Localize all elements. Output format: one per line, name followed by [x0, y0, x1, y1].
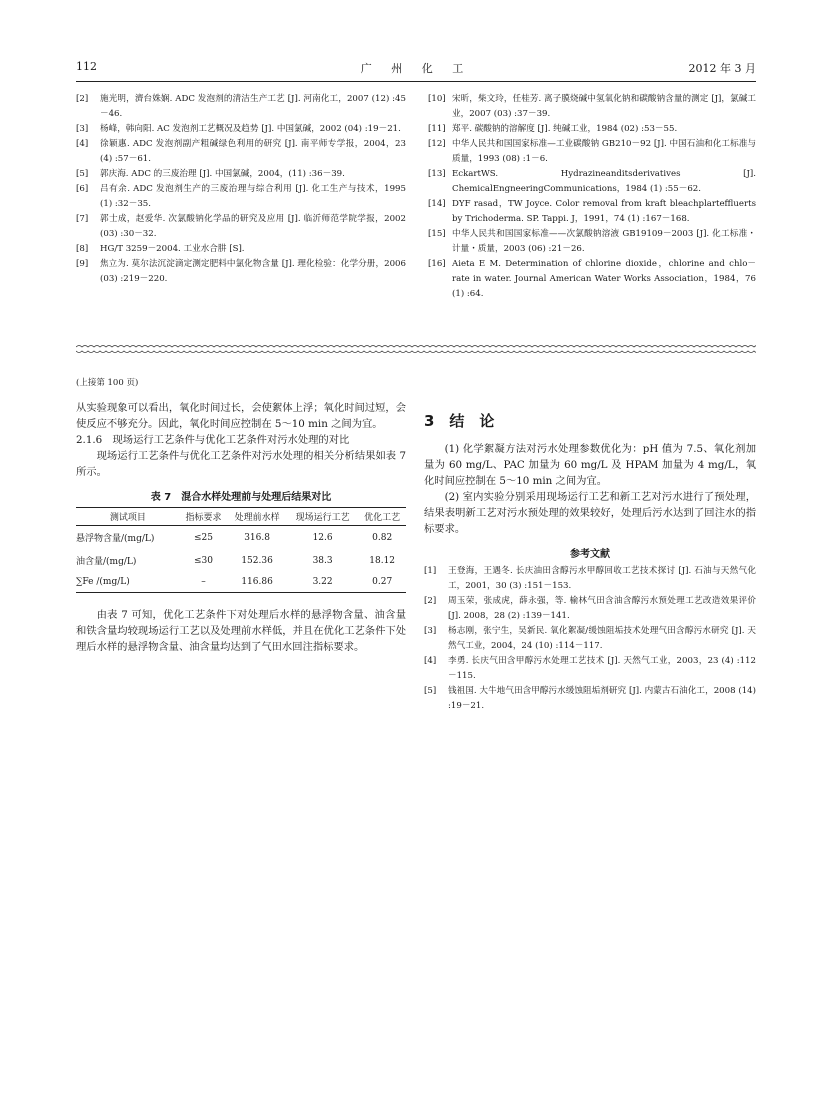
reference-number: [5]: [76, 169, 89, 179]
reference-item: [76, 257, 406, 287]
left-column: [76, 400, 406, 655]
table-title: 表 7 混合水样处理前与处理后结果对比: [150, 492, 332, 503]
reference-item: [76, 122, 406, 137]
wavy-divider: [76, 343, 756, 355]
reference-number: [11]: [428, 124, 446, 134]
table-cell: ≤30: [193, 555, 213, 566]
reference-item: [424, 624, 756, 654]
table-cell: 38.3: [312, 555, 333, 566]
table-cell: 0.27: [358, 572, 406, 593]
reference-number: [8]: [76, 244, 89, 254]
paragraph: 现场运行工艺条件与优化工艺条件对污水处理的相关分析结果如表 7 所示。: [76, 450, 406, 478]
paragraph: (2) 室内实验分别采用现场运行工艺和新工艺对污水进行了预处理，结果表明新工艺对污水预处理的效果较好，处理后污水达到了回注水的指标要求。: [424, 491, 756, 535]
table-cell: 316.8: [244, 532, 270, 543]
table-header-row: [76, 508, 406, 526]
paragraph: (1) 化学絮凝方法对污水处理参数优化为：pH 值为 7.5、氧化剂加量为 60 mg/L、PAC 加量为 60 mg/L 及 HPAM 加量为 4 mg/L，氧化时间应控制在 5～10 min 之间为宜。: [424, 443, 756, 487]
reference-text: 徐颖惠. ADC 发泡剂副产粗碱绿色利用的研究 [J]. 南平师专学报，2004，23 (4) :57－61.: [100, 139, 406, 164]
reference-item: [76, 242, 406, 257]
page-number: 112: [76, 60, 97, 73]
reference-text: Aieta E M. Determination of chlorine dioxide，chlorine and chlo－rate in water. Journal American Water Works Association，1984，76 (1) :64.: [452, 259, 756, 299]
reference-number: [4]: [424, 656, 437, 666]
reference-text: 郭庆海. ADC 的三废治理 [J]. 中国氯碱，2004，(11) :36－39.: [100, 169, 345, 179]
reference-number: [9]: [76, 259, 89, 269]
reference-number: [7]: [76, 214, 89, 224]
table-cell: –: [180, 572, 228, 593]
reference-item: [428, 167, 756, 197]
reference-text: EckartWS. Hydrazineanditsderivatives [J]. ChemicalEngneeringCommunications，1984 (1) :55－62.: [452, 169, 756, 194]
paragraph: 由表 7 可知，优化工艺条件下对处理后水样的悬浮物含量、油含量和铁含量均较现场运行工艺以及处理前水样低，并且在优化工艺条件下处理后水样的悬浮物含量、油含量均达到了气田水回注指标要求。: [76, 609, 406, 653]
reference-item: [76, 212, 406, 242]
reference-number: [2]: [76, 94, 89, 104]
paragraph: 从实验现象可以看出，氧化时间过长，会使絮体上浮；氧化时间过短，会使反应不够充分。因此，氧化时间应控制在 5～10 min 之间为宜。: [76, 402, 406, 430]
reference-item: [428, 227, 756, 257]
reference-item: [424, 564, 756, 594]
reference-number: [1]: [424, 566, 437, 576]
reference-text: 钱祖国. 大牛地气田含甲醇污水缓蚀阻垢剂研究 [J]. 内蒙古石油化工，2008 (14) :19－21.: [448, 686, 756, 711]
reference-item: [76, 182, 406, 212]
reference-item: [76, 92, 406, 122]
reference-item: [428, 137, 756, 167]
reference-text: DYF rasad，TW Joyce. Color removal from kraft bleachplarteffluerts by Trichoderma. SP. Tappi. J，1991，74 (1) :167－168.: [452, 199, 756, 224]
table-cell: ∑Fe /(mg/L): [76, 572, 180, 593]
running-header: [76, 60, 756, 80]
table-cell: 152.36: [241, 555, 273, 566]
reference-item: [424, 684, 756, 714]
table-row: [76, 549, 406, 572]
reference-text: 郑平. 碳酸钠的溶解度 [J]. 纯碱工业，1984 (02) :53－55.: [452, 124, 678, 134]
reference-number: [6]: [76, 184, 89, 194]
reference-number: [13]: [428, 169, 446, 179]
table-cell: 0.82: [372, 532, 393, 543]
table-cell: 18.12: [369, 555, 396, 566]
table-header-cell: 优化工艺: [358, 508, 406, 526]
reference-item: [428, 197, 756, 227]
table-header-cell: 处理前水样: [227, 508, 287, 526]
reference-number: [5]: [424, 686, 437, 696]
reference-number: [14]: [428, 199, 446, 209]
reference-item: [428, 122, 756, 137]
continued-note: (上接第 100 页): [76, 378, 139, 388]
table-header-cell: 测试项目: [76, 508, 180, 526]
reference-number: [12]: [428, 139, 446, 149]
results-table: [76, 507, 406, 593]
reference-text: HG/T 3259－2004. 工业水合肼 [S].: [100, 244, 245, 254]
table-cell: 12.6: [312, 532, 333, 543]
reference-text: 中华人民共和国国家标准——次氯酸钠溶液 GB19109－2003 [J]. 化工标准・计量・质量，2003 (06) :21－26.: [452, 229, 756, 254]
reference-item: [424, 594, 756, 624]
table-cell: ≤25: [193, 532, 213, 543]
reference-text: 中华人民共和国国家标准—工业碳酸钠 GB210－92 [J]. 中国石油和化工标准与质量，1993 (08) :1－6.: [452, 139, 756, 164]
reference-item: [424, 654, 756, 684]
table-cell: 116.86: [227, 572, 287, 593]
reference-number: [3]: [424, 626, 437, 636]
references-list: [424, 564, 756, 714]
reference-text: 杨峰，韩向阳. AC 发泡剂工艺概况及趋势 [J]. 中国氯碱，2002 (04) :19－21.: [100, 124, 401, 134]
table-header-cell: 现场运行工艺: [287, 508, 358, 526]
reference-text: 杨志刚，张宁生，吴新民. 氧化絮凝/缓蚀阻垢技术处理气田含醇污水研究 [J]. 天然气工业，2004，24 (10) :114－117.: [448, 626, 756, 651]
reference-text: 周玉荣，张成虎，薛永强，等. 榆林气田含油含醇污水预处理工艺改造效果评价 [J]. 2008，28 (2) :139－141.: [448, 596, 756, 621]
reference-item: [76, 167, 406, 182]
header-rule: [76, 81, 756, 82]
issue-date: 2012 年 3 月: [688, 62, 756, 75]
right-column: [424, 410, 756, 714]
reference-text: 焦立为. 莫尔法沉淀滴定测定肥料中氯化物含量 [J]. 理化检验：化学分册，2006 (03) :219－220.: [100, 259, 406, 284]
references-top-right: [428, 92, 756, 302]
journal-title: 广 州 化 工: [360, 62, 472, 75]
table-row: [76, 572, 406, 593]
table-cell: 油含量/(mg/L): [76, 557, 137, 567]
reference-text: 吕有余. ADC 发泡剂生产的三废治理与综合利用 [J]. 化工生产与技术，1995 (1) :32－35.: [100, 184, 406, 209]
table-cell: 3.22: [287, 572, 358, 593]
table-cell: 悬浮物含量/(mg/L): [76, 534, 155, 544]
reference-number: [15]: [428, 229, 446, 239]
table-header-cell: 指标要求: [180, 508, 228, 526]
reference-text: 施光明，濟台姝娴. ADC 发泡剂的清洁生产工艺 [J]. 河南化工，2007 (12) :45－46.: [100, 94, 406, 119]
reference-number: [3]: [76, 124, 89, 134]
references-top-left: [76, 92, 406, 287]
reference-number: [4]: [76, 139, 89, 149]
references-title: 参考文献: [570, 549, 610, 560]
reference-text: 王登海，王遇冬. 长庆油田含醇污水甲醇回收工艺技术探讨 [J]. 石油与天然气化工，2001，30 (3) :151－153.: [448, 566, 756, 591]
sub-heading: 2.1.6 现场运行工艺条件与优化工艺条件对污水处理的对比: [76, 434, 350, 446]
reference-number: [16]: [428, 259, 446, 269]
reference-text: 李勇. 长庆气田含甲醇污水处理工艺技术 [J]. 天然气工业，2003，23 (4) :112－115.: [448, 656, 756, 681]
reference-number: [10]: [428, 94, 446, 104]
reference-item: [76, 137, 406, 167]
reference-text: 郭士成，赵爱华. 次氯酸钠化学品的研究及应用 [J]. 临沂师范学院学报，2002 (03) :30－32.: [100, 214, 406, 239]
reference-text: 宋昕，柴文玲，任桂芳. 离子膜烧碱中氢氧化钠和碳酸钠含量的测定 [J]，氯碱工业，2007 (03) :37－39.: [452, 94, 756, 119]
table-body: [76, 526, 406, 593]
reference-number: [2]: [424, 596, 437, 606]
section-title: 3 结 论: [424, 412, 495, 430]
reference-item: [428, 92, 756, 122]
reference-item: [428, 257, 756, 302]
table-row: [76, 526, 406, 550]
